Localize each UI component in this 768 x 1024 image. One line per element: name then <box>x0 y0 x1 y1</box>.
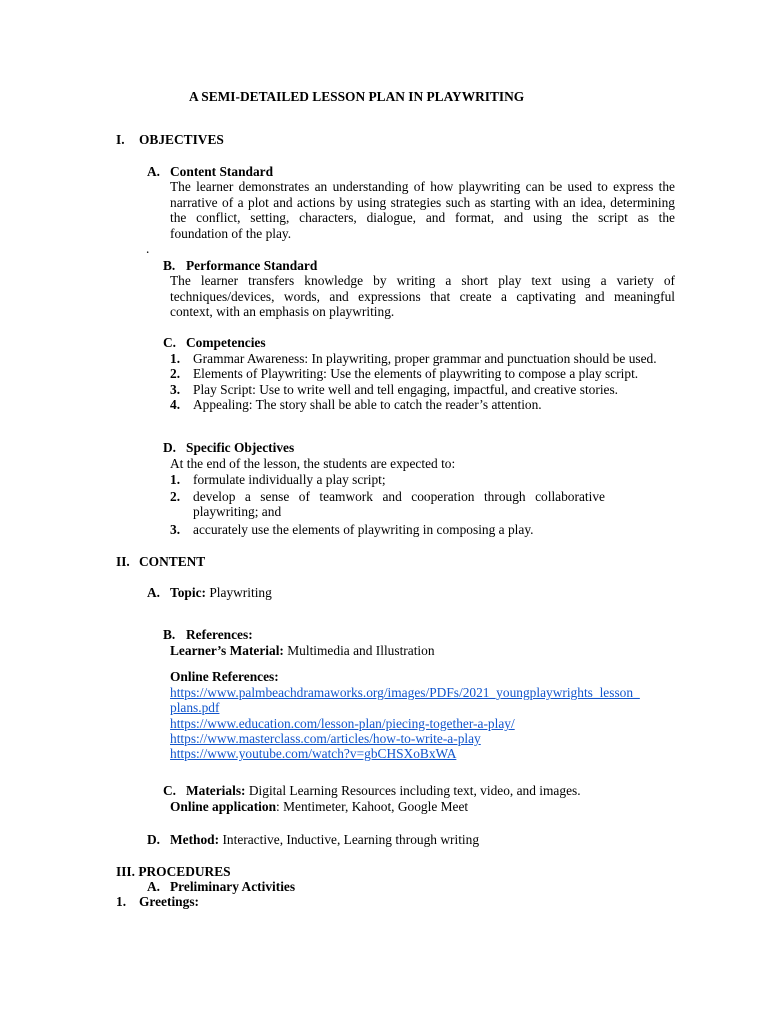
online-application-line <box>170 799 468 815</box>
subsection-heading-competencies: Competencies <box>186 335 266 350</box>
list-item-continuation: playwriting; and <box>193 504 282 519</box>
learners-material-value: Multimedia and Illustration <box>287 643 435 658</box>
paragraph-line: At the end of the lesson, the students are expected to: <box>170 456 456 471</box>
subsection-heading-specific-objectives: Specific Objectives <box>186 440 295 455</box>
online-application-label: Online application <box>170 799 277 814</box>
method-line <box>170 832 479 848</box>
subsection-letter: D. <box>147 832 161 847</box>
subsection-letter: D. <box>163 440 177 455</box>
list-item: develop a sense of teamwork and cooperation through collaborative <box>193 489 605 504</box>
subsection-letter: A. <box>147 585 161 600</box>
paragraph-line: context, with an emphasis on playwriting. <box>170 304 395 319</box>
list-item: accurately use the elements of playwriting in composing a play. <box>193 522 534 537</box>
method-label: Method: <box>170 832 220 847</box>
paragraph-line: narrative of a plot and actions by using strategies such as starting with an idea, determining <box>170 195 675 210</box>
paragraph-line: The learner demonstrates an understanding of how playwriting can be used to express the <box>170 179 675 194</box>
paragraph-line: foundation of the play. <box>170 226 292 241</box>
list-number: 2. <box>170 489 181 504</box>
online-application-value: : Mentimeter, Kahoot, Google Meet <box>276 799 469 814</box>
reference-link[interactable]: https://www.palmbeachdramaworks.org/images/PDFs/2021_youngplaywrights_lesson_ <box>170 685 640 700</box>
topic-value: Playwriting <box>209 585 272 600</box>
materials-label: Materials: <box>186 783 246 798</box>
reference-link-continuation[interactable]: plans.pdf <box>170 700 220 715</box>
section-heading-procedures: III. PROCEDURES <box>116 864 231 879</box>
list-number: 2. <box>170 366 181 381</box>
list-number: 1. <box>116 894 127 909</box>
topic-line <box>170 585 272 601</box>
list-number: 1. <box>170 351 181 366</box>
subsection-letter: B. <box>163 627 176 642</box>
section-heading-content: CONTENT <box>139 554 206 569</box>
paragraph-line: The learner transfers knowledge by writing a short play text using a variety of <box>170 273 675 288</box>
list-number: 3. <box>170 382 181 397</box>
learners-material-label: Learner’s Material: <box>170 643 284 658</box>
list-item: Play Script: Use to write well and tell engaging, impactful, and creative stories. <box>193 382 619 397</box>
learners-material-line <box>170 643 435 659</box>
section-heading-objectives: OBJECTIVES <box>139 132 224 147</box>
reference-link[interactable]: https://www.masterclass.com/articles/how-to-write-a-play <box>170 731 481 746</box>
list-item: Elements of Playwriting: Use the elements of playwriting to compose a play script. <box>193 366 639 381</box>
list-item: Grammar Awareness: In playwriting, proper grammar and punctuation should be used. <box>193 351 657 366</box>
list-number: 3. <box>170 522 181 537</box>
subsection-heading-preliminary-activities: Preliminary Activities <box>170 879 296 894</box>
materials-line <box>186 783 581 799</box>
stray-dot: . <box>146 241 150 256</box>
paragraph-line: techniques/devices, words, and expressions that create a captivating and meaningful <box>170 289 675 304</box>
subsection-heading-performance-standard: Performance Standard <box>186 258 318 273</box>
reference-link[interactable]: https://www.education.com/lesson-plan/piecing-together-a-play/ <box>170 716 515 731</box>
list-item: Appealing: The story shall be able to catch the reader’s attention. <box>193 397 542 412</box>
subsection-letter: B. <box>163 258 176 273</box>
subsection-letter: C. <box>163 783 177 798</box>
page-title: A SEMI-DETAILED LESSON PLAN IN PLAYWRITING <box>189 89 525 104</box>
list-number: 1. <box>170 472 181 487</box>
subsection-heading-content-standard: Content Standard <box>170 164 274 179</box>
online-references-heading: Online References: <box>170 669 279 684</box>
reference-link[interactable]: https://www.youtube.com/watch?v=gbCHSXoBxWA <box>170 746 457 761</box>
section-numeral-objectives: I. <box>116 132 125 147</box>
section-numeral-content: II. <box>116 554 130 569</box>
list-item: formulate individually a play script; <box>193 472 386 487</box>
subsection-letter: A. <box>147 164 161 179</box>
paragraph-line: the conflict, setting, characters, dialogue, and format, and using the script as the <box>170 210 675 225</box>
method-value: Interactive, Inductive, Learning through writing <box>222 832 480 847</box>
subsection-letter: A. <box>147 879 161 894</box>
list-number: 4. <box>170 397 181 412</box>
subsection-letter: C. <box>163 335 177 350</box>
greetings-heading: Greetings: <box>139 894 199 909</box>
topic-label: Topic: <box>170 585 206 600</box>
materials-value: Digital Learning Resources including text, video, and images. <box>248 783 581 798</box>
subsection-heading-references: References: <box>186 627 253 642</box>
